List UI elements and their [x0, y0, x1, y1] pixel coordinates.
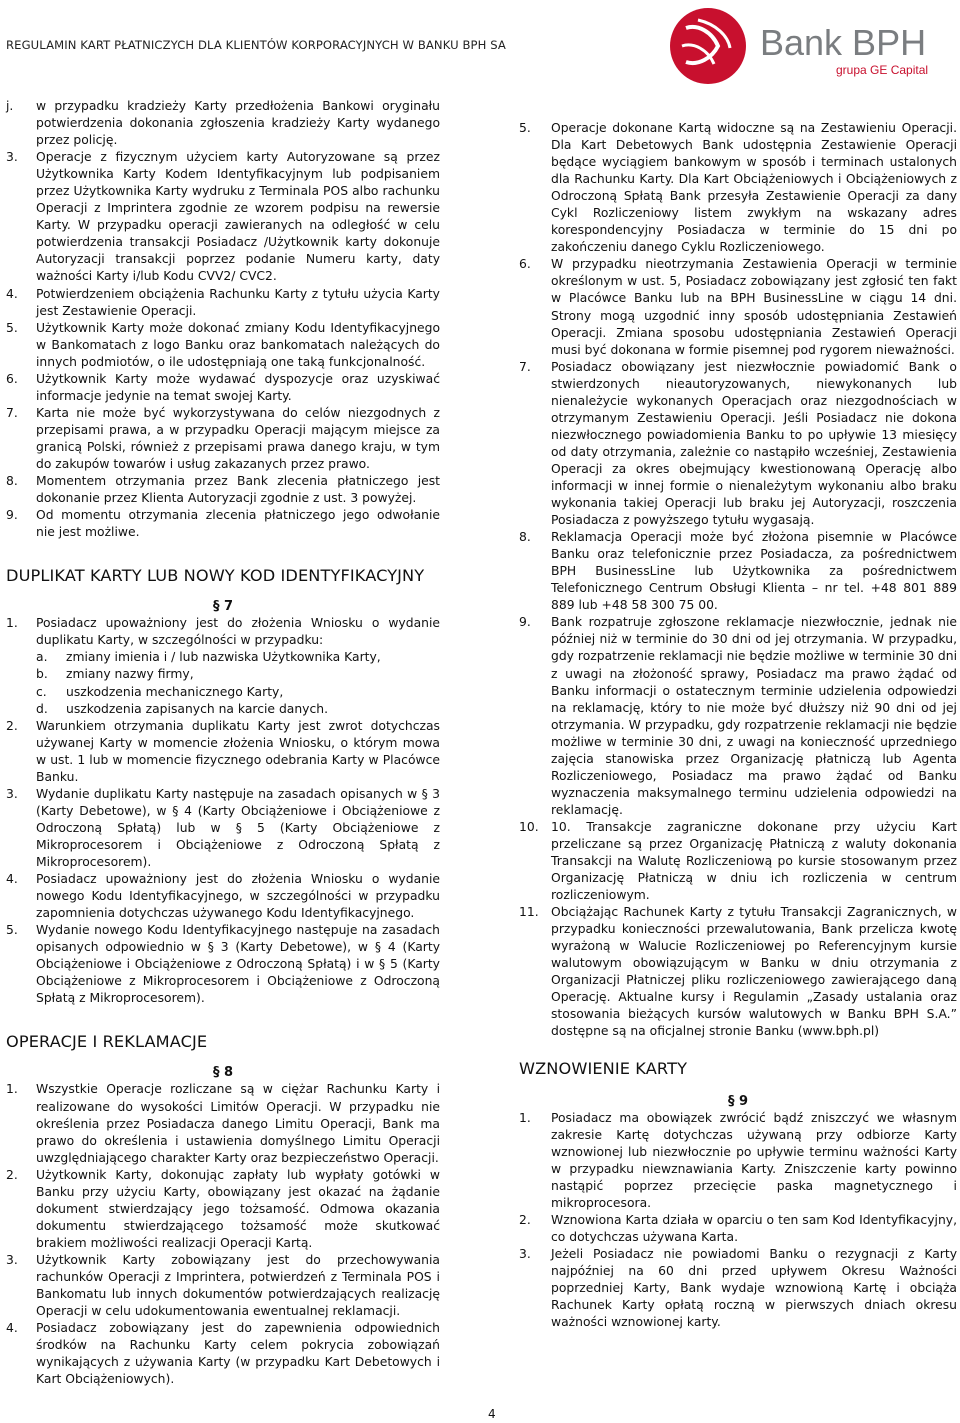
- sub-item-text: uszkodzenia zapisanych na karcie danych.: [66, 701, 329, 716]
- item-number: 11.: [519, 905, 539, 920]
- item-number: 5.: [6, 320, 18, 335]
- item-text: Warunkiem otrzymania duplikatu Karty jest zwrot dotychczas używanej Karty w momencie złożenia Wniosku, o którym mowa w ust. 1 lub w momencie fizycznego odebrania Karty w Placówce Banku.: [36, 718, 440, 784]
- paragraph-number: § 8: [212, 1065, 234, 1081]
- list-item: [6, 718, 440, 786]
- sub-list-item: [6, 649, 440, 666]
- item-text: Użytkownik Karty zobowiązany jest do przechowywania rachunków Operacji z Imprintera, potwierdzeń z Terminala POS i Bankomatu lub innych dokumentów potwierdzających realizację Operacji w celu udokumentowania ewentualnej reklamacji.: [36, 1252, 440, 1319]
- item-text: Operacje z fizycznym użyciem karty Autoryzowane są przez Użytkownika Karty Kodem Identyfikacyjnym lub podpisaniem przez Użytkownika Karty wydruku z Terminala POS albo rachunku Operacji z Imprintera zgodnie ze wzorem podpisu na rewersie Karty. W przypadku operacji zawieranych na odległość w celu potwierdzenia transakcji Posiadacz /Użytkownik karty dokonuje Autoryzacji transakcji poprzez podanie Numeru karty, daty ważności Karty i/lub Kodu CVV2/ CVC2.: [36, 150, 440, 284]
- page-number: 4: [488, 1407, 496, 1421]
- document-header-title: REGULAMIN KART PŁATNICZYCH DLA KLIENTÓW KORPORACYJNYCH W BANKU BPH SA: [6, 38, 506, 52]
- item-number: 1.: [6, 616, 18, 631]
- list-item: [6, 371, 440, 405]
- list-item: [519, 1212, 957, 1246]
- sub-list-item: [6, 684, 440, 701]
- item-number: 1.: [6, 1082, 18, 1097]
- list-item: [519, 359, 957, 529]
- item-number: 3.: [519, 1247, 531, 1261]
- sub-item-letter: a.: [36, 650, 48, 665]
- list-item: [519, 256, 957, 358]
- section-title-wznowienie: WZNOWIENIE KARTY: [519, 1058, 688, 1078]
- item-number: 2.: [6, 1167, 18, 1182]
- list-item: [519, 614, 957, 819]
- item-text: Jeżeli Posiadacz nie powiadomi Banku o rezygnacji z Karty najpóźniej na 60 dni przed upływem Okresu Ważności poprzedniej Karty, Bank wydaje wznowioną Kartę i obciąża Rachunek Karty opłatą roczną w pierwszych dniach okresu ważności wznowionej karty.: [551, 1247, 957, 1330]
- sub-item-text: zmiany imienia i / lub nazwiska Użytkownika Karty,: [66, 650, 381, 665]
- item-number: 6.: [6, 371, 18, 386]
- list-item: [6, 786, 440, 871]
- item-text: Posiadacz upoważniony jest do złożenia Wniosku o wydanie nowego Kodu Identyfikacyjnego, w szczególności w przypadku zapomnienia dotychczas używanego Kodu Identyfikacyjnego.: [36, 872, 440, 921]
- item-number: 5.: [519, 121, 531, 135]
- list-item: [6, 615, 440, 649]
- section-title-operacje: OPERACJE I REKLAMACJE: [6, 1032, 208, 1052]
- sub-item-letter: d.: [36, 701, 48, 716]
- list-item: [6, 1252, 440, 1320]
- item-number: 7.: [6, 405, 18, 420]
- sub-list-item: [6, 701, 440, 718]
- item-text: Operacje dokonane Kartą widoczne są na Zestawieniu Operacji. Dla Kart Debetowych Bank udostępnia Zestawienie Operacji będące wyciągiem bankowym w sposób i terminach ustalonych dla Rachunku Karty. Dla Kart Obciążeniowych i Obciążeniowych z Odroczoną Spłatą Bank przesyła Zestawienie Operacji za dany Cykl Rozliczeniowy listem zwykłym na wskazany adres korespondencyjny Posiadacza w terminie do 15 dni po zakończeniu danego Cyklu Rozliczeniowego.: [551, 121, 957, 255]
- item-number: 3.: [6, 786, 18, 801]
- sub-item-letter: b.: [36, 667, 48, 682]
- list-item: [519, 819, 957, 904]
- paragraph-number: § 9: [727, 1093, 749, 1109]
- item-number: 3.: [6, 150, 18, 165]
- item-text: Obciążając Rachunek Karty z tytułu Transakcji Zagranicznych, w przypadku konieczności przewalutowania, Bank przelicza kwotę wyrażoną w Walucie Rozliczeniowej po Referencyjnym kursie walutowym obowiązującym w Banku w dniu otrzymania z Organizacji Płatniczej pliku rozliczeniowego zawierającego daną Operację. Aktualne kursy i Regulamin „Zasady ustalania oraz stosowania bieżących kursów walutowych w Banku BPH S.A.” dostępne są na oficjalnej stronie Banku (www.bph.pl): [551, 905, 957, 1039]
- item-text: Potwierdzeniem obciążenia Rachunku Karty z tytułu użycia Karty jest Zestawienie Operacji.: [36, 286, 440, 318]
- list-item: [519, 904, 957, 1040]
- item-text: Wydanie duplikatu Karty następuje na zasadach opisanych w § 3 (Karty Debetowe), w § 4 (Karty Obciążeniowe i Obciążeniowe z Odroczoną Spłatą) lub w § 5 (Karty Obciążeniowe z Mikroprocesorem i Obciążeniowe z Odroczoną Spłatą z Mikroprocesorem).: [36, 786, 440, 869]
- sub-item-text: uszkodzenia mechanicznego Karty,: [66, 684, 284, 699]
- list-item: [519, 1110, 957, 1212]
- item-number: 4.: [6, 872, 18, 887]
- sub-list-item: [6, 666, 440, 683]
- item-text: Użytkownik Karty może wydawać dyspozycje oraz uzyskiwać informacje jedynie na temat swojej Karty.: [36, 371, 440, 403]
- list-item: [519, 529, 957, 614]
- left-column: [6, 98, 440, 1388]
- list-item: [6, 320, 440, 371]
- item-text: Momentem otrzymania przez Bank zlecenia płatniczego jest dokonanie przez Klienta Autoryzacji zgodnie z ust. 3 powyżej.: [36, 474, 440, 506]
- item-text: Wydanie nowego Kodu Identyfikacyjnego następuje na zasadach opisanych odpowiednio w § 3 (Karty Debetowe), w § 4 (Karty Obciążeniowe i Obciążeniowe z Odroczoną Spłatą) i w § 5 (Karty Obciążeniowe z Mikroprocesorem i Obciążeniowe z Odroczoną Spłatą z Mikroprocesorem).: [36, 923, 440, 1006]
- item-text: Posiadacz obowiązany jest niezwłocznie powiadomić Bank o stwierdzonych nieautoryzowanych, niewykonanych lub nienależycie wykonanych Operacjach oraz niezgodnościach w otrzymanym Zestawieniu Operacji. Jeśli Posiadacz nie dokona niezwłocznego powiadomienia Banku to po upływie 13 miesięcy od daty otrzymania, zależnie co nastąpiło wcześniej, Zestawienia Operacji za okres obejmujący kwestionowaną Operację albo informacji w innej formie o nienależytym wykonaniu albo braku wykonania takiej Operacji lub braku jej Autoryzacji, roszczenia Posiadacza z powyższego tytułu wygasają.: [551, 359, 957, 528]
- item-number: 4.: [6, 286, 18, 301]
- item-text: W przypadku nieotrzymania Zestawienia Operacji w terminie określonym w ust. 5, Posiadacz zobowiązany jest zgłosić ten fakt w Placówce Banku lub na BPH BusinessLine w ciągu 14 dni. Strony mogą uzgodnić inny sposób udostępniania Zestawień Operacji. Zmiana sposobu udostępniania Zestawień Operacji musi być dokonana w formie pisemnej pod rygorem nieważności.: [551, 257, 957, 357]
- right-column: [519, 98, 957, 1331]
- list-item: [6, 286, 440, 320]
- item-text: Bank rozpatruje zgłoszone reklamacje niezwłocznie, jednak nie później niż w terminie do 30 dni od jej otrzymania. W przypadku, gdy rozpatrzenie reklamacji nie będzie możliwe w terminie 30 dni z uwagi na złożoność sprawy, Posiadacz ma prawo żądać od Banku informacji o ostatecznym terminie udzielenia odpowiedzi na reklamację, który to nie może być dłuższy niż 90 dni od jej otrzymania. W przypadku, gdy rozpatrzenie reklamacji nie będzie możliwe w terminie 30 dni, z uwagi na konieczność uprzedniego zajęcia stanowiska przez Organizację płatniczą lub Agenta Rozliczeniowego, Posiadacz ma prawo żądać od Banku wyznaczenia maksymalnego terminu udzielenia odpowiedzi na reklamację.: [551, 615, 957, 817]
- item-number: 4.: [6, 1321, 18, 1336]
- list-item: [6, 871, 440, 922]
- list-item: [6, 1320, 440, 1388]
- list-item: [6, 507, 440, 541]
- item-text: Posiadacz zobowiązany jest do zapewnienia odpowiednich środków na Rachunku Karty celem pokrycia zobowiązań wynikających z używania Karty (w przypadku Kart Debetowych i Kart Obciążeniowych).: [36, 1321, 440, 1387]
- list-item: [6, 149, 440, 285]
- item-number: 2.: [519, 1212, 531, 1227]
- item-number: 2.: [6, 718, 18, 733]
- item-number: 9.: [519, 615, 531, 630]
- item-number: 10.: [519, 819, 539, 834]
- sub-item-text: zmiany nazwy firmy,: [66, 667, 194, 682]
- item-number: 3.: [6, 1252, 18, 1267]
- item-text: Wznowiona Karta działa w oparciu o ten sam Kod Identyfikacyjny, co dotychczas używana Karta.: [551, 1212, 957, 1244]
- item-number: j.: [6, 99, 14, 113]
- item-text: Posiadacz ma obowiązek zwrócić bądź zniszczyć we własnym zakresie Kartę dotychczas używaną przy odbiorze Karty wznowionej lub niezwłocznie po upływie terminu ważności Karty w przypadku niewznawiania Karty. Zniszczenie karty powinno nastąpić poprzez przecięcie paska magnetycznego i mikroprocesora.: [551, 1110, 957, 1210]
- item-text: Reklamacja Operacji może być złożona pisemnie w Placówce Banku oraz telefonicznie przez Posiadacza, za pośrednictwem BPH BusinessLine lub Użytkownika za pośrednictwem Telefonicznego Centrum Obsługi Klienta – nr tel. +48 801 889 889 lub +48 58 300 75 00.: [551, 530, 957, 613]
- item-text: Od momentu otrzymania zlecenia płatniczego jego odwołanie nie jest możliwe.: [36, 508, 440, 540]
- item-number: 9.: [6, 508, 18, 523]
- list-item: [6, 473, 440, 507]
- item-number: 8.: [519, 530, 531, 545]
- list-item: [6, 1081, 440, 1166]
- section-title-duplikat: DUPLIKAT KARTY LUB NOWY KOD IDENTYFIKACYJNY: [6, 566, 425, 586]
- list-item: [6, 922, 440, 1007]
- item-text: Użytkownik Karty może dokonać zmiany Kodu Identyfikacyjnego w Bankomatach z logo Banku oraz bankomatach należących do innych podmiotów, o ile udostępniają one taką funkcjonalność.: [36, 320, 440, 369]
- list-item: [6, 1167, 440, 1252]
- item-text: Użytkownik Karty, dokonując zapłaty lub wypłaty gotówki w Banku przy użyciu Karty, obowiązany jest okazać na żądanie dokument stwierdzający jego tożsamość. Odmowa okazania dokumentu stwierdzającego tożsamość może skutkować brakiem możliwości realizacji Operacji Kartą.: [36, 1167, 440, 1250]
- bank-bph-ball-logo-icon: [668, 6, 960, 86]
- item-number: 5.: [6, 923, 18, 938]
- logo-name: Bank BPH: [760, 22, 927, 63]
- item-number: 8.: [6, 474, 18, 489]
- sub-item-letter: c.: [36, 684, 47, 699]
- list-item: [519, 1246, 957, 1331]
- item-text: w przypadku kradzieży Karty przedłożenia Bankowi oryginału potwierdzenia dokonania zgłoszenia kradzieży Karty wydanego przez policję.: [36, 99, 440, 148]
- list-item: [6, 98, 440, 149]
- item-text: Karta nie może być wykorzystywana do celów niezgodnych z przepisami prawa, a w przypadku Operacji mającym miejsce za granicą Polski, również z przepisami prawa danego kraju, w tym do zakupów towarów i usług zakazanych przez prawo.: [36, 405, 440, 471]
- paragraph-number: § 7: [212, 599, 234, 615]
- item-text: Wszystkie Operacje rozliczane są w ciężar Rachunku Karty i realizowane do wysokości Limitów Operacji. W przypadku nie określenia przez Posiadacza danego Limitu Operacji, Bank ma prawo do określenia i ustawienia domyślnego Limitu Operacji uwzględniającego charakter Karty oraz bezpieczeństwo Operacji.: [36, 1082, 440, 1165]
- item-number: 1.: [519, 1110, 531, 1125]
- list-item: [519, 120, 957, 256]
- item-number: 6.: [519, 257, 531, 272]
- item-text: Posiadacz upoważniony jest do złożenia Wniosku o wydanie duplikatu Karty, w szczególności w przypadku:: [36, 616, 440, 648]
- logo-tagline: grupa GE Capital: [836, 63, 929, 77]
- item-text: 10. Transakcje zagraniczne dokonane przy użyciu Kart przeliczane są przez Organizację Płatniczą z waluty dokonania Transakcji na Walutę Rozliczeniową po kursie stosowanym przez Organizację Płatniczą w dniu ich rozliczenia w centrum rozliczeniowym.: [551, 819, 957, 903]
- item-number: 7.: [519, 359, 531, 374]
- list-item: [6, 405, 440, 473]
- bank-logo: [668, 6, 960, 86]
